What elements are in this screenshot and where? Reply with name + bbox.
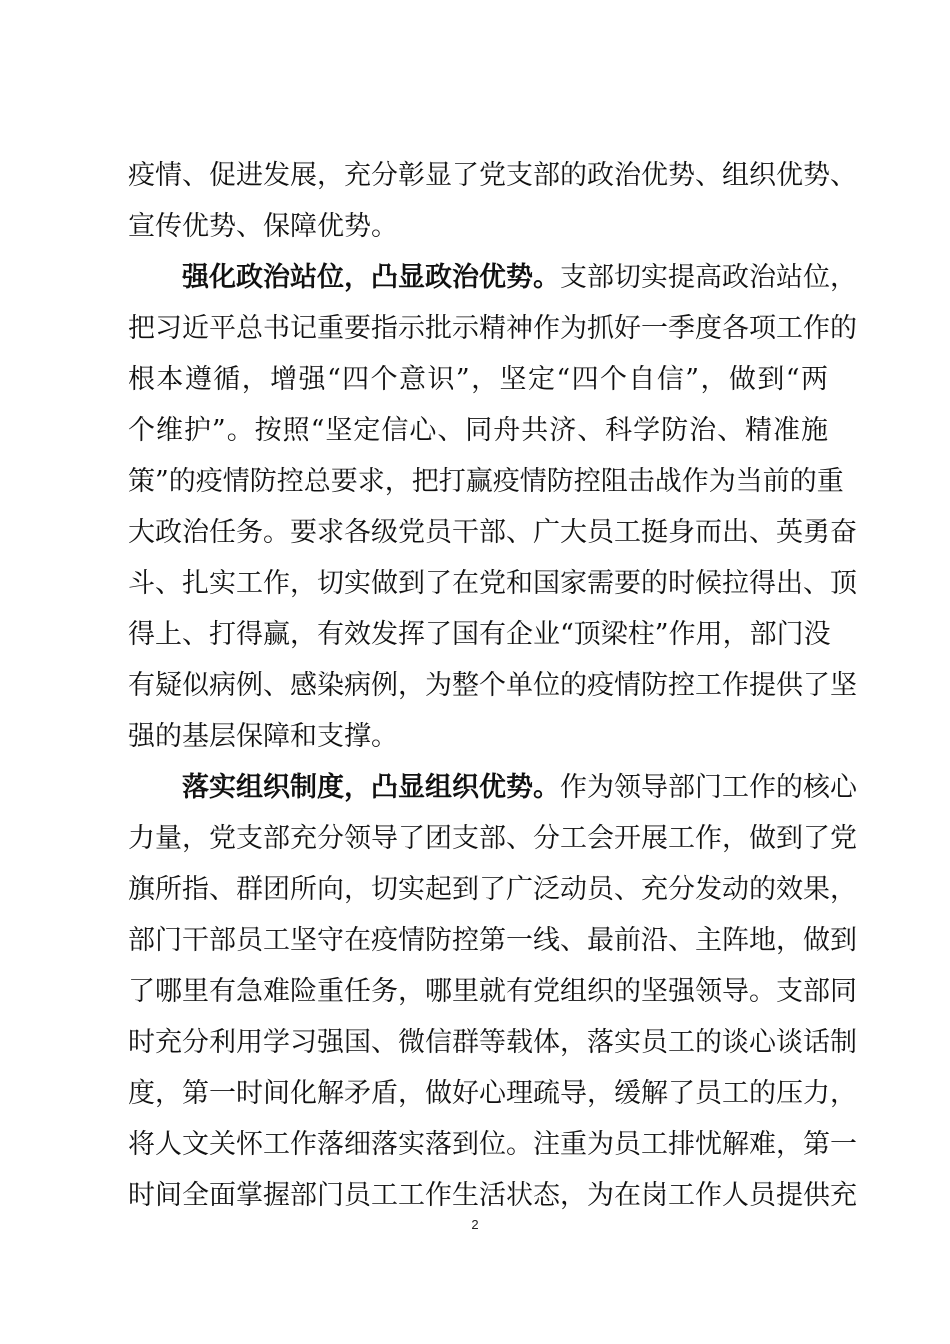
paragraph-3 bbox=[128, 762, 857, 1221]
text-line: 得上、打得赢，有效发挥了国有企业“顶梁柱”作用，部门没 bbox=[128, 619, 831, 650]
text-line: 把习近平总书记重要指示批示精神作为抓好一季度各项工作的 bbox=[128, 313, 857, 344]
page-number: 2 bbox=[471, 1217, 479, 1232]
text-line bbox=[128, 762, 857, 813]
text-line: 有疑似病例、感染病例，为整个单位的疫情防控工作提供了坚 bbox=[128, 670, 857, 701]
text-line: 部门干部员工坚守在疫情防控第一线、最前沿、主阵地，做到 bbox=[128, 925, 857, 956]
paragraph-heading: 落实组织制度，凸显组织优势。 bbox=[182, 772, 560, 803]
paragraph-2 bbox=[128, 252, 857, 762]
paragraph-1 bbox=[128, 150, 857, 252]
text-line: 强的基层保障和支撑。 bbox=[128, 721, 398, 752]
text-line: 时间全面掌握部门员工工作生活状态，为在岗工作人员提供充 bbox=[128, 1180, 857, 1211]
text-line: 根本遵循，增强“四个意识”，坚定“四个自信”，做到“两 bbox=[128, 364, 828, 395]
text-line: 时充分利用学习强国、微信群等载体，落实员工的谈心谈话制 bbox=[128, 1027, 857, 1058]
text-line: 宣传优势、保障优势。 bbox=[128, 211, 398, 242]
text-line: 将人文关怀工作落细落实落到位。注重为员工排忧解难，第一 bbox=[128, 1129, 857, 1160]
paragraph-heading: 强化政治站位，凸显政治优势。 bbox=[182, 262, 560, 293]
text-line: 斗、扎实工作，切实做到了在党和国家需要的时候拉得出、顶 bbox=[128, 568, 857, 599]
text-line: 策”的疫情防控总要求，把打赢疫情防控阻击战作为当前的重 bbox=[128, 466, 844, 497]
text-segment: 作为领导部门工作的核心 bbox=[560, 772, 857, 803]
document-body bbox=[128, 150, 857, 1221]
text-line: 了哪里有急难险重任务，哪里就有党组织的坚强领导。支部同 bbox=[128, 976, 857, 1007]
text-line: 力量，党支部充分领导了团支部、分工会开展工作，做到了党 bbox=[128, 823, 857, 854]
text-line: 大政治任务。要求各级党员干部、广大员工挺身而出、英勇奋 bbox=[128, 517, 857, 548]
text-line bbox=[128, 252, 857, 303]
text-line: 度，第一时间化解矛盾，做好心理疏导，缓解了员工的压力， bbox=[128, 1078, 857, 1109]
text-segment: 支部切实提高政治站位， bbox=[560, 262, 857, 293]
text-line: 个维护”。按照“坚定信心、同舟共济、科学防治、精准施 bbox=[128, 415, 828, 446]
text-line: 疫情、促进发展，充分彰显了党支部的政治优势、组织优势、 bbox=[128, 160, 857, 191]
text-line: 旗所指、群团所向，切实起到了广泛动员、充分发动的效果， bbox=[128, 874, 857, 905]
